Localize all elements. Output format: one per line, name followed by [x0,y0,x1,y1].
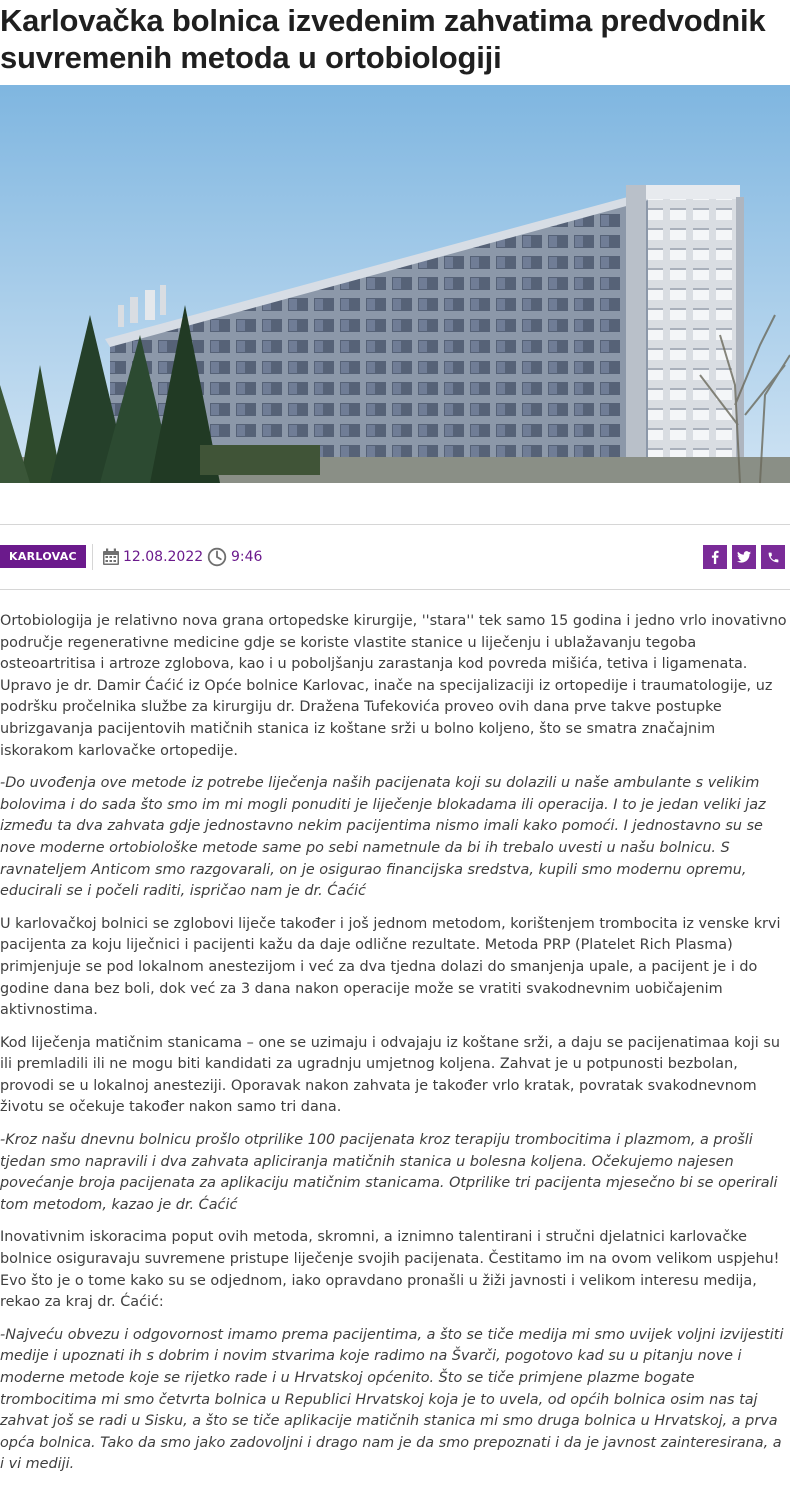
article-body [0,611,790,1487]
twitter-icon [737,551,751,563]
phone-icon [767,551,780,564]
meta-separator [92,544,93,570]
article-quote: -Najveću obvezu i odgovornost imamo prema pacijentima, a što se tiče medija mi smo uvijek voljni izvijestiti medije i upoznati ih s dobrim i novim stvarima koje radimo na Švarči, pogotovo kad su u pitanju nove i moderne metode koje se rijetko rade i u Hrvatskoj općenito. Što se tiče primjene plazme bogate trombocitima mi smo četvrta bolnica u Republici Hrvatskoj koja je to uvela, od općih bolnica osim nas taj zahvat još se radi u Sisku, a što se tiče aplikacije matičnih stanica mi smo druga bolnica u Hrvatskoj, a prva opća bolnica. Tako da smo jako zadovoljni i drago nam je da smo prepoznati i da je javnost zainteresirana, a i vi mediji. [0,1326,784,1473]
meta-divider-bottom [0,589,790,590]
article-paragraph: Inovativnim iskoracima poput ovih metoda, skromni, a iznimno talentirani i stručni djelatnici karlovačke bolnice osiguravaju suvremene pristupe liječenje svojih pacijenata. Čestitamo im na ovom velikom uspjehu! Evo što je o tome kako su se odjednom, iako opravdano pronašli u žiži javnosti i velikom interesu medija, rekao za kraj dr. Ćaćić: [0,1229,780,1311]
meta-divider-top [0,524,790,525]
article-paragraph: Kod liječenja matičnim stanicama – one se uzimaju i odvajaju iz koštane srži, a daju se pacijenatimaa koji su ili premladili ili ne mogu biti kandidati za ugradnju umjetnog koljena. Zahvat je u potpunosti bezbolan, provodi se u lokalnoj anesteziji. Oporavak nakon zahvata je također vrlo kratak, povratak svakodnevnom životu se očekuje također nakon samo tri dana. [0,1034,780,1116]
article-quote: -Kroz našu dnevnu bolnicu prošlo otprilike 100 pacijenata kroz terapiju trombocitima i plazmom, a prošli tjedan smo napravili i dva zahvata apliciranja matičnih stanica u bolesna koljena. Očekujemo najesen povećanje broja pacijenata za aplikaciju matičnim stanicama. Otprilike tri pacijenta mjesečno bi se operirali tom metodom, kazao je dr. Ćaćić [0,1132,778,1213]
twitter-share-button[interactable] [732,545,756,569]
article-title: Karlovačka bolnica izvedenim zahvatima predvodnik suvremenih metoda u ortobiologiji [0,3,766,75]
article-paragraph: Ortobiologija je relativno nova grana ortopedske kirurgije, ''stara'' tek samo 15 godina i jedno vrlo inovativno područje regenerativne medicine gdje se koriste vlastite stanice u liječenju i ublažavanju tegoba osteoartritisa i artroze zglobova, kao i u poboljšanju zarastanja kod povreda mišića, tetiva i ligamenata. Upravo je dr. Damir Ćaćić iz Opće bolnice Karlovac, inače na specijalizaciji iz ortopedije i traumatologije, uz podršku pročelnika službe za kirurgiju dr. Dražena Tufekovića proveo ovih dana prve takve postupke ubrizgavanja pacijentovih matičnih stanica iz koštane srži u bolno koljeno, što se smatra značajnim iskorakom karlovačke ortopedije. [0,613,787,759]
category-badge[interactable]: KARLOVAC [0,545,86,568]
publish-time: 9:46 [231,549,263,565]
clock-icon [207,547,227,567]
calendar-icon [102,548,120,566]
facebook-share-button[interactable] [703,545,727,569]
article-quote: -Do uvođenja ove metode iz potrebe liječenja naših pacijenata koji su dolazili u naše ambulante s velikim bolovima i do sada što smo im mi mogli ponuditi je liječenje blokadama ili operacija. I to je jedan veliki jaz između ta dva zahvata gdje jednostavno nekim pacijentima nismo imali kako pomoći. I jednostavno su se nove moderne ortobiološke metode same po sebi nametnule da bi ih trebalo uvesti u našu bolnicu. S ravnateljem Anticom smo razgovarali, on je osigurao financijska sredstva, kupili smo modernu opremu, educirali se i počeli raditi, ispričao nam je dr. Ćaćić [0,775,766,900]
hospital-photo [0,85,790,483]
article-paragraph: U karlovačkoj bolnici se zglobovi liječe također i još jednom metodom, korištenjem trombocita iz venske krvi pacijenta za koju liječnici i pacijenti kažu da daje odlične rezultate. Metoda PRP (Platelet Rich Plasma) primjenjuje se pod lokalnom anestezijom i već za dva tjedna dolazi do smanjenja upale, a pacijent je i do godine dana bez boli, dok već za 3 dana nakon operacije može se vratiti svakodnevnim uobičajenim aktivnostima. [0,915,781,1019]
publish-date: 12.08.2022 [123,549,204,565]
phone-share-button[interactable] [761,545,785,569]
article-meta [0,544,790,570]
facebook-icon [709,550,721,564]
